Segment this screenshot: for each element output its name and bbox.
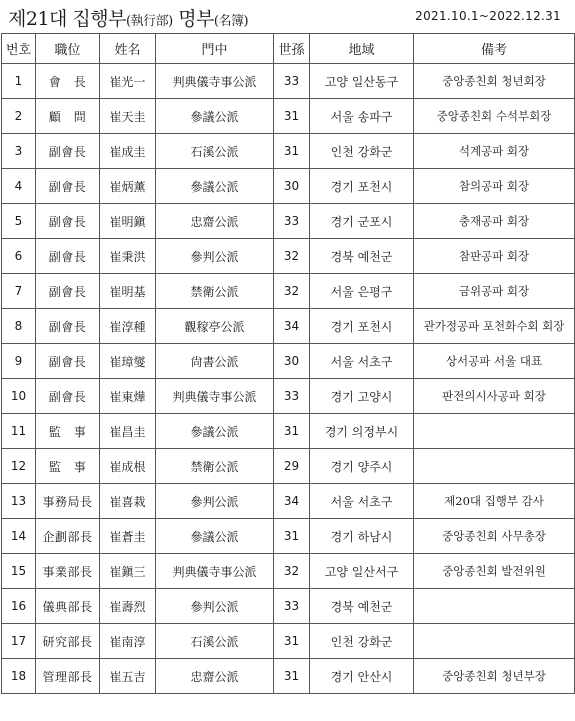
cell-remarks: 충재공파 회장 [414,204,575,239]
cell-region: 경기 양주시 [310,449,414,484]
table-row [2,519,575,554]
cell-name: 崔秉洪 [100,239,156,274]
table-row [2,204,575,239]
cell-name: 崔淳種 [100,309,156,344]
cell-region: 고양 일산동구 [310,64,414,99]
cell-clan: 判典儀寺事公派 [156,64,274,99]
cell-remarks: 중앙종친회 청년부장 [414,659,575,694]
table-row [2,379,575,414]
cell-generation: 33 [274,204,310,239]
column-header-name: 姓名 [100,34,156,64]
cell-generation: 31 [274,99,310,134]
member-roster-table [1,33,575,694]
title-main: 제21대 집행부 [8,8,126,30]
cell-position: 監 事 [36,449,100,484]
column-header-clan: 門中 [156,34,274,64]
cell-clan: 參判公派 [156,589,274,624]
cell-name: 崔南淳 [100,624,156,659]
cell-position: 副會長 [36,379,100,414]
cell-position: 監 事 [36,414,100,449]
cell-region: 경기 포천시 [310,169,414,204]
cell-number: 11 [2,414,36,449]
cell-remarks: 제20대 집행부 감사 [414,484,575,519]
cell-remarks [414,449,575,484]
cell-number: 4 [2,169,36,204]
title-main-2: 명부 [172,8,214,30]
document-header [0,0,575,33]
cell-remarks: 참판공파 회장 [414,239,575,274]
cell-clan: 禁衛公派 [156,449,274,484]
cell-region: 경기 고양시 [310,379,414,414]
cell-position: 副會長 [36,204,100,239]
cell-region: 경북 예천군 [310,589,414,624]
cell-region: 경기 하남시 [310,519,414,554]
cell-remarks: 판전의시사공파 회장 [414,379,575,414]
cell-position: 副會長 [36,309,100,344]
cell-generation: 31 [274,659,310,694]
cell-remarks: 중앙종친회 청년회장 [414,64,575,99]
cell-position: 顧 問 [36,99,100,134]
cell-name: 崔昌圭 [100,414,156,449]
cell-position: 副會長 [36,274,100,309]
cell-remarks: 중앙종친회 발전위원 [414,554,575,589]
cell-name: 崔明基 [100,274,156,309]
cell-number: 9 [2,344,36,379]
cell-clan: 尙書公派 [156,344,274,379]
cell-generation: 31 [274,519,310,554]
cell-remarks: 참의공파 회장 [414,169,575,204]
cell-number: 14 [2,519,36,554]
cell-clan: 石溪公派 [156,134,274,169]
header-row [2,34,575,64]
cell-name: 崔東燁 [100,379,156,414]
cell-region: 서울 서초구 [310,484,414,519]
cell-generation: 33 [274,589,310,624]
cell-number: 1 [2,64,36,99]
table-row [2,554,575,589]
cell-region: 경북 예천군 [310,239,414,274]
column-header-position: 職位 [36,34,100,64]
cell-remarks [414,589,575,624]
cell-region: 인천 강화군 [310,624,414,659]
cell-number: 17 [2,624,36,659]
cell-generation: 32 [274,239,310,274]
table-row [2,239,575,274]
cell-region: 서울 서초구 [310,344,414,379]
table-row [2,64,575,99]
cell-clan: 參判公派 [156,484,274,519]
cell-generation: 32 [274,554,310,589]
document-title [8,4,248,31]
cell-remarks: 관가정공파 포천화수회 회장 [414,309,575,344]
cell-number: 6 [2,239,36,274]
cell-name: 崔炳薰 [100,169,156,204]
cell-region: 인천 강화군 [310,134,414,169]
table-row [2,344,575,379]
cell-clan: 參議公派 [156,519,274,554]
cell-position: 副會長 [36,239,100,274]
date-range: 2021.10.1~2022.12.31 [415,9,561,23]
cell-number: 7 [2,274,36,309]
table-row [2,99,575,134]
column-header-generation: 世孫 [274,34,310,64]
cell-number: 15 [2,554,36,589]
cell-number: 2 [2,99,36,134]
cell-clan: 忠齋公派 [156,659,274,694]
cell-generation: 29 [274,449,310,484]
cell-clan: 判典儀寺事公派 [156,379,274,414]
cell-generation: 32 [274,274,310,309]
cell-position: 副會長 [36,134,100,169]
table-row [2,659,575,694]
cell-remarks: 금위공파 회장 [414,274,575,309]
cell-region: 경기 안산시 [310,659,414,694]
table-row [2,274,575,309]
cell-name: 崔壽烈 [100,589,156,624]
cell-remarks: 중앙종친회 사무총장 [414,519,575,554]
cell-position: 管理部長 [36,659,100,694]
cell-name: 崔明鎭 [100,204,156,239]
cell-generation: 33 [274,64,310,99]
cell-generation: 30 [274,344,310,379]
cell-clan: 參判公派 [156,239,274,274]
cell-number: 16 [2,589,36,624]
cell-number: 18 [2,659,36,694]
cell-generation: 34 [274,484,310,519]
cell-generation: 31 [274,624,310,659]
title-sub-hanja: (執行部) [126,14,173,29]
column-header-number: 번호 [2,34,36,64]
cell-remarks [414,414,575,449]
cell-number: 3 [2,134,36,169]
cell-remarks [414,624,575,659]
table-row [2,309,575,344]
cell-name: 崔成圭 [100,134,156,169]
cell-position: 副會長 [36,169,100,204]
column-header-remarks: 備考 [414,34,575,64]
cell-number: 5 [2,204,36,239]
cell-region: 경기 포천시 [310,309,414,344]
cell-region: 경기 의정부시 [310,414,414,449]
cell-position: 會 長 [36,64,100,99]
cell-position: 副會長 [36,344,100,379]
cell-clan: 石溪公派 [156,624,274,659]
cell-name: 崔天圭 [100,99,156,134]
cell-number: 10 [2,379,36,414]
cell-clan: 禁衛公派 [156,274,274,309]
cell-remarks: 중앙종친회 수석부회장 [414,99,575,134]
title-sub-hanja-2: (名簿) [213,14,249,29]
cell-number: 8 [2,309,36,344]
table-row [2,449,575,484]
cell-clan: 參議公派 [156,169,274,204]
cell-generation: 31 [274,134,310,169]
cell-name: 崔鎭三 [100,554,156,589]
cell-region: 서울 은평구 [310,274,414,309]
cell-position: 儀典部長 [36,589,100,624]
cell-position: 研究部長 [36,624,100,659]
cell-name: 崔喜栽 [100,484,156,519]
cell-position: 事業部長 [36,554,100,589]
cell-clan: 參議公派 [156,414,274,449]
cell-clan: 參議公派 [156,99,274,134]
cell-position: 企劃部長 [36,519,100,554]
cell-number: 13 [2,484,36,519]
cell-clan: 忠齋公派 [156,204,274,239]
cell-region: 경기 군포시 [310,204,414,239]
cell-region: 고양 일산서구 [310,554,414,589]
cell-remarks: 상서공파 서울 대표 [414,344,575,379]
cell-name: 崔五吉 [100,659,156,694]
cell-name: 崔光一 [100,64,156,99]
table-row [2,624,575,659]
cell-generation: 31 [274,414,310,449]
table-row [2,589,575,624]
cell-clan: 判典儀寺事公派 [156,554,274,589]
cell-name: 崔蒼圭 [100,519,156,554]
table-row [2,169,575,204]
cell-name: 崔成根 [100,449,156,484]
cell-remarks: 석계공파 회장 [414,134,575,169]
cell-generation: 34 [274,309,310,344]
cell-generation: 33 [274,379,310,414]
table-row [2,134,575,169]
table-row [2,484,575,519]
cell-name: 崔璋燮 [100,344,156,379]
roster-body [2,64,575,694]
cell-generation: 30 [274,169,310,204]
cell-number: 12 [2,449,36,484]
cell-region: 서울 송파구 [310,99,414,134]
table-row [2,414,575,449]
cell-position: 事務局長 [36,484,100,519]
cell-clan: 觀稼亭公派 [156,309,274,344]
column-header-region: 地域 [310,34,414,64]
